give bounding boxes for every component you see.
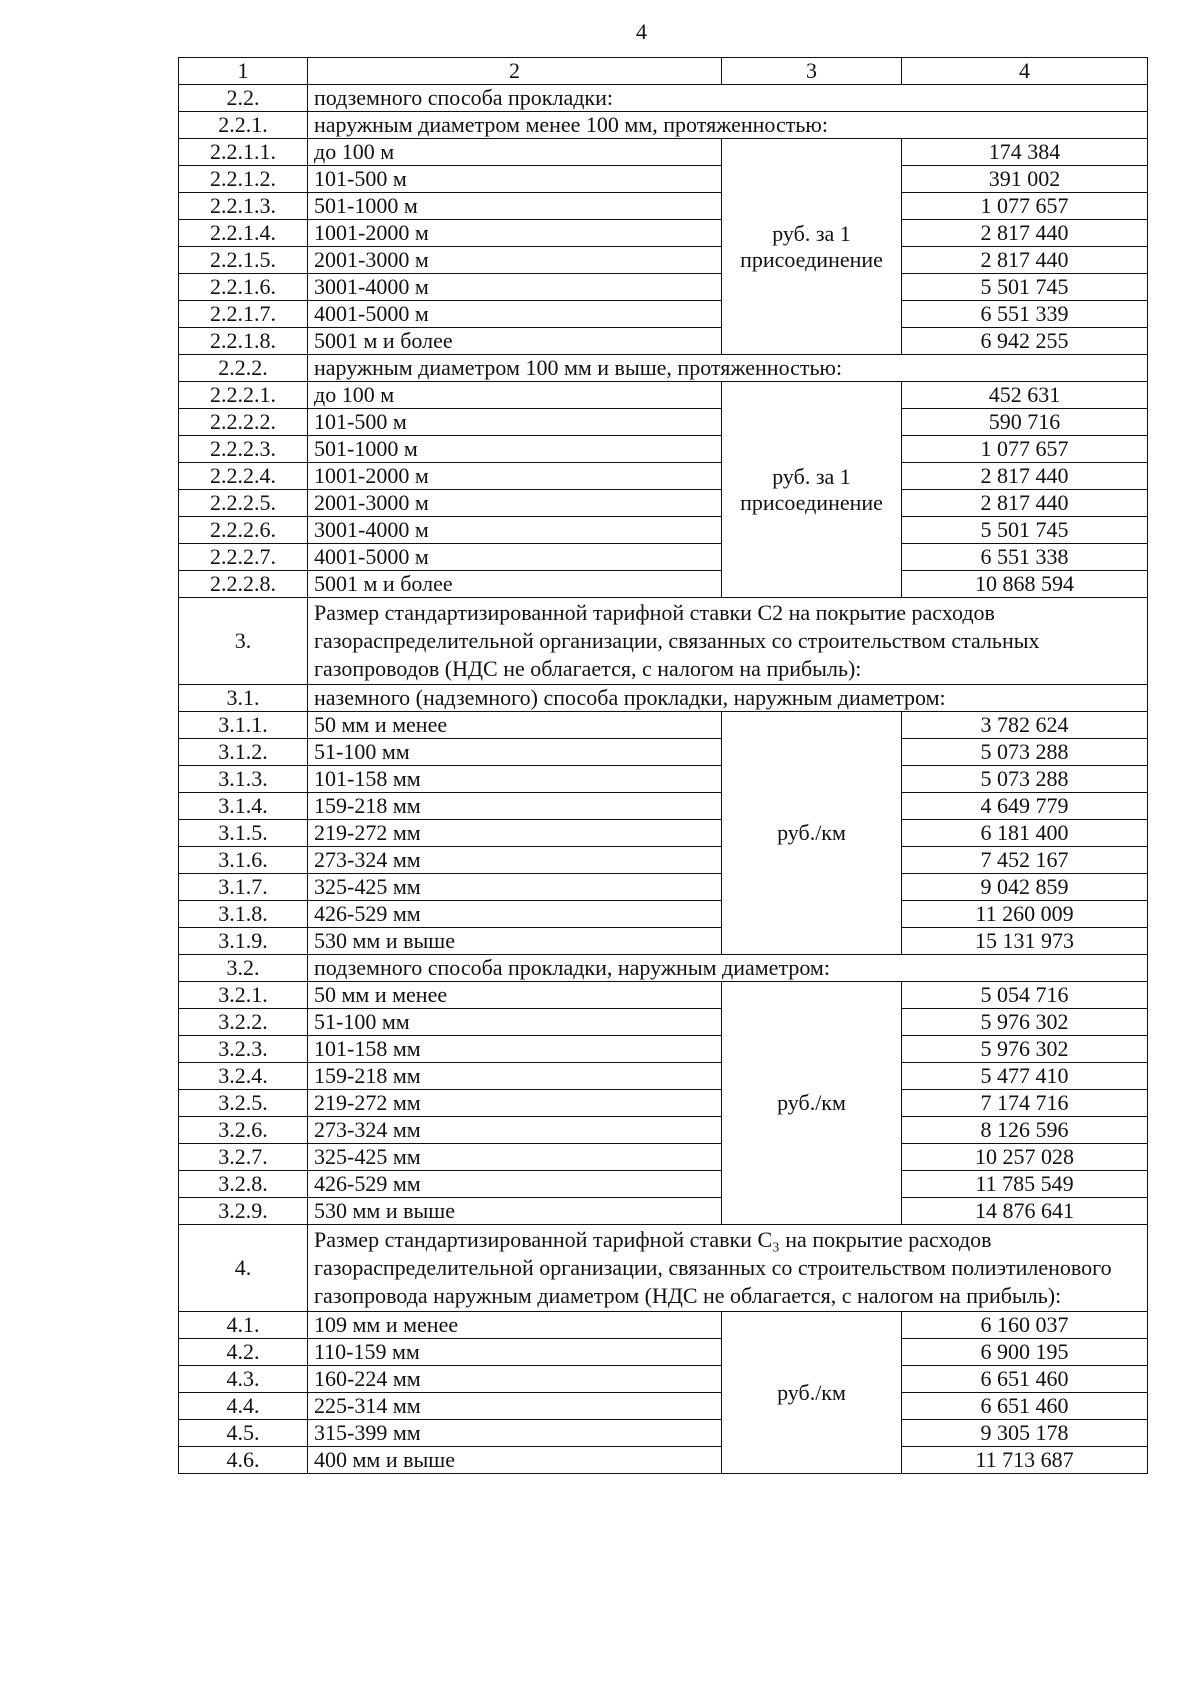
table-row bbox=[179, 928, 1148, 955]
item-number: 2.2.1.1. bbox=[179, 139, 308, 166]
item-number: 2.2.1.8. bbox=[179, 328, 308, 355]
item-value: 5 501 745 bbox=[902, 517, 1148, 544]
item-value: 1 077 657 bbox=[902, 193, 1148, 220]
item-number: 3.1.9. bbox=[179, 928, 308, 955]
section-row bbox=[179, 955, 1148, 982]
table-row bbox=[179, 1090, 1148, 1117]
item-number: 2.2.1.5. bbox=[179, 247, 308, 274]
table-row bbox=[179, 1117, 1148, 1144]
section-number: 3.2. bbox=[179, 955, 308, 982]
table-row bbox=[179, 847, 1148, 874]
column-number-1: 1 bbox=[179, 58, 308, 85]
item-number: 2.2.2.5. bbox=[179, 490, 308, 517]
unit-cell: руб./км bbox=[722, 712, 902, 955]
item-number: 2.2.1.7. bbox=[179, 301, 308, 328]
item-value: 14 876 641 bbox=[902, 1198, 1148, 1225]
item-label: 101-158 мм bbox=[308, 1036, 722, 1063]
table-row bbox=[179, 1063, 1148, 1090]
item-label: 2001-3000 м bbox=[308, 490, 722, 517]
item-label: 426-529 мм bbox=[308, 1171, 722, 1198]
item-value: 5 976 302 bbox=[902, 1036, 1148, 1063]
item-number: 3.2.2. bbox=[179, 1009, 308, 1036]
table-row bbox=[179, 139, 1148, 166]
item-value: 6 651 460 bbox=[902, 1366, 1148, 1393]
item-number: 2.2.1.6. bbox=[179, 274, 308, 301]
item-value: 9 305 178 bbox=[902, 1420, 1148, 1447]
table-row bbox=[179, 1447, 1148, 1474]
table-row bbox=[179, 463, 1148, 490]
item-number: 4.3. bbox=[179, 1366, 308, 1393]
item-label: 159-218 мм bbox=[308, 1063, 722, 1090]
item-value: 2 817 440 bbox=[902, 220, 1148, 247]
table-row bbox=[179, 1312, 1148, 1339]
item-label: 219-272 мм bbox=[308, 1090, 722, 1117]
item-value: 391 002 bbox=[902, 166, 1148, 193]
item-value: 11 785 549 bbox=[902, 1171, 1148, 1198]
item-label: 101-158 мм bbox=[308, 766, 722, 793]
table-row bbox=[179, 166, 1148, 193]
item-value: 2 817 440 bbox=[902, 463, 1148, 490]
column-number-2: 2 bbox=[308, 58, 722, 85]
item-value: 11 713 687 bbox=[902, 1447, 1148, 1474]
item-value: 5 477 410 bbox=[902, 1063, 1148, 1090]
item-value: 9 042 859 bbox=[902, 874, 1148, 901]
item-number: 3.2.1. bbox=[179, 982, 308, 1009]
item-label: 4001-5000 м bbox=[308, 544, 722, 571]
table-row bbox=[179, 874, 1148, 901]
item-number: 3.1.3. bbox=[179, 766, 308, 793]
item-number: 3.2.6. bbox=[179, 1117, 308, 1144]
page-number: 4 bbox=[636, 19, 647, 44]
table-row bbox=[179, 1393, 1148, 1420]
table-row bbox=[179, 382, 1148, 409]
tariff-table bbox=[178, 57, 1148, 1474]
item-value: 8 126 596 bbox=[902, 1117, 1148, 1144]
table-row bbox=[179, 1036, 1148, 1063]
section-row bbox=[179, 685, 1148, 712]
table-row bbox=[179, 1144, 1148, 1171]
item-label: 530 мм и выше bbox=[308, 1198, 722, 1225]
section-number: 2.2.2. bbox=[179, 355, 308, 382]
item-label: 51-100 мм bbox=[308, 739, 722, 766]
table-row bbox=[179, 739, 1148, 766]
item-label: 50 мм и менее bbox=[308, 712, 722, 739]
item-value: 1 077 657 bbox=[902, 436, 1148, 463]
item-number: 4.2. bbox=[179, 1339, 308, 1366]
item-label: 273-324 мм bbox=[308, 847, 722, 874]
item-label: 315-399 мм bbox=[308, 1420, 722, 1447]
section-title: подземного способа прокладки: bbox=[308, 85, 1148, 112]
item-label: 101-500 м bbox=[308, 166, 722, 193]
item-value: 5 501 745 bbox=[902, 274, 1148, 301]
item-value: 2 817 440 bbox=[902, 490, 1148, 517]
table-row bbox=[179, 544, 1148, 571]
item-value: 6 651 460 bbox=[902, 1393, 1148, 1420]
item-number: 4.5. bbox=[179, 1420, 308, 1447]
item-value: 4 649 779 bbox=[902, 793, 1148, 820]
item-value: 6 181 400 bbox=[902, 820, 1148, 847]
item-number: 2.2.2.4. bbox=[179, 463, 308, 490]
item-label: 325-425 мм bbox=[308, 874, 722, 901]
item-value: 6 551 339 bbox=[902, 301, 1148, 328]
table-row bbox=[179, 1009, 1148, 1036]
table-row bbox=[179, 820, 1148, 847]
item-number: 3.2.7. bbox=[179, 1144, 308, 1171]
item-label: 51-100 мм bbox=[308, 1009, 722, 1036]
section-row bbox=[179, 85, 1148, 112]
table-row bbox=[179, 766, 1148, 793]
item-number: 3.1.2. bbox=[179, 739, 308, 766]
item-label: 225-314 мм bbox=[308, 1393, 722, 1420]
item-number: 3.1.7. bbox=[179, 874, 308, 901]
item-label: 3001-4000 м bbox=[308, 274, 722, 301]
item-number: 3.1.8. bbox=[179, 901, 308, 928]
item-number: 4.6. bbox=[179, 1447, 308, 1474]
item-number: 2.2.2.3. bbox=[179, 436, 308, 463]
item-value: 590 716 bbox=[902, 409, 1148, 436]
unit-cell: руб./км bbox=[722, 1312, 902, 1474]
item-label: 273-324 мм bbox=[308, 1117, 722, 1144]
item-number: 4.4. bbox=[179, 1393, 308, 1420]
section-row bbox=[179, 112, 1148, 139]
item-value: 7 452 167 bbox=[902, 847, 1148, 874]
rate-section-number: 3. bbox=[179, 598, 308, 685]
item-value: 10 257 028 bbox=[902, 1144, 1148, 1171]
section-title: наружным диаметром менее 100 мм, протяженностью: bbox=[308, 112, 1148, 139]
table-row bbox=[179, 1198, 1148, 1225]
item-number: 3.1.5. bbox=[179, 820, 308, 847]
item-label: 530 мм и выше bbox=[308, 928, 722, 955]
item-label: 501-1000 м bbox=[308, 193, 722, 220]
item-number: 3.2.5. bbox=[179, 1090, 308, 1117]
item-value: 6 551 338 bbox=[902, 544, 1148, 571]
table-row bbox=[179, 436, 1148, 463]
table-row bbox=[179, 301, 1148, 328]
item-value: 5 073 288 bbox=[902, 739, 1148, 766]
item-value: 5 073 288 bbox=[902, 766, 1148, 793]
item-value: 2 817 440 bbox=[902, 247, 1148, 274]
item-number: 2.2.2.8. bbox=[179, 571, 308, 598]
table-row bbox=[179, 490, 1148, 517]
table-row bbox=[179, 793, 1148, 820]
table-row bbox=[179, 517, 1148, 544]
item-label: 3001-4000 м bbox=[308, 517, 722, 544]
rate-section-title: Размер стандартизированной тарифной ставки С2 на покрытие расходов газораспределительной организации, связанных со строительством стальных газопроводов (НДС не облагается, с налогом на прибыль): bbox=[308, 598, 1148, 685]
item-value: 10 868 594 bbox=[902, 571, 1148, 598]
section-title: подземного способа прокладки, наружным диаметром: bbox=[308, 955, 1148, 982]
table-row bbox=[179, 712, 1148, 739]
section-number: 3.1. bbox=[179, 685, 308, 712]
item-number: 3.2.4. bbox=[179, 1063, 308, 1090]
table-row bbox=[179, 571, 1148, 598]
table-row bbox=[179, 274, 1148, 301]
item-value: 7 174 716 bbox=[902, 1090, 1148, 1117]
item-number: 3.1.6. bbox=[179, 847, 308, 874]
item-value: 5 054 716 bbox=[902, 982, 1148, 1009]
column-number-4: 4 bbox=[902, 58, 1148, 85]
item-value: 6 942 255 bbox=[902, 328, 1148, 355]
item-label: 101-500 м bbox=[308, 409, 722, 436]
item-label: 50 мм и менее bbox=[308, 982, 722, 1009]
item-label: 160-224 мм bbox=[308, 1366, 722, 1393]
section-number: 2.2. bbox=[179, 85, 308, 112]
item-number: 2.2.2.7. bbox=[179, 544, 308, 571]
unit-cell: руб. за 1 присоединение bbox=[722, 139, 902, 355]
item-label: 5001 м и более bbox=[308, 571, 722, 598]
item-label: 1001-2000 м bbox=[308, 220, 722, 247]
item-value: 174 384 bbox=[902, 139, 1148, 166]
rate-section-number: 4. bbox=[179, 1225, 308, 1312]
rate-section-title: Размер стандартизированной тарифной ставки С₃ на покрытие расходов газораспределительной организации, связанных со строительством полиэтиленового газопровода наружным диаметром (НДС не облагается, с налогом на прибыль): bbox=[308, 1225, 1148, 1312]
item-label: 426-529 мм bbox=[308, 901, 722, 928]
unit-cell: руб./км bbox=[722, 982, 902, 1225]
item-label: 400 мм и выше bbox=[308, 1447, 722, 1474]
item-label: 4001-5000 м bbox=[308, 301, 722, 328]
item-value: 452 631 bbox=[902, 382, 1148, 409]
item-number: 2.2.1.4. bbox=[179, 220, 308, 247]
item-number: 2.2.1.2. bbox=[179, 166, 308, 193]
item-value: 3 782 624 bbox=[902, 712, 1148, 739]
item-number: 3.2.3. bbox=[179, 1036, 308, 1063]
table-row bbox=[179, 1171, 1148, 1198]
column-number-3: 3 bbox=[722, 58, 902, 85]
table-row bbox=[179, 901, 1148, 928]
item-label: 501-1000 м bbox=[308, 436, 722, 463]
rate-section-row bbox=[179, 1225, 1148, 1312]
item-number: 2.2.1.3. bbox=[179, 193, 308, 220]
rate-section-row bbox=[179, 598, 1148, 685]
item-value: 6 160 037 bbox=[902, 1312, 1148, 1339]
table-row bbox=[179, 1339, 1148, 1366]
item-label: до 100 м bbox=[308, 139, 722, 166]
item-label: 110-159 мм bbox=[308, 1339, 722, 1366]
item-value: 11 260 009 bbox=[902, 901, 1148, 928]
table-row bbox=[179, 247, 1148, 274]
item-number: 2.2.2.2. bbox=[179, 409, 308, 436]
item-label: 159-218 мм bbox=[308, 793, 722, 820]
item-number: 2.2.2.6. bbox=[179, 517, 308, 544]
item-label: 325-425 мм bbox=[308, 1144, 722, 1171]
item-value: 5 976 302 bbox=[902, 1009, 1148, 1036]
table-row bbox=[179, 982, 1148, 1009]
item-value: 6 900 195 bbox=[902, 1339, 1148, 1366]
item-label: 5001 м и более bbox=[308, 328, 722, 355]
item-number: 3.2.8. bbox=[179, 1171, 308, 1198]
table-row bbox=[179, 193, 1148, 220]
column-number-row bbox=[179, 58, 1148, 85]
item-number: 3.2.9. bbox=[179, 1198, 308, 1225]
table-row bbox=[179, 409, 1148, 436]
unit-cell: руб. за 1 присоединение bbox=[722, 382, 902, 598]
section-title: наземного (надземного) способа прокладки, наружным диаметром: bbox=[308, 685, 1148, 712]
item-number: 4.1. bbox=[179, 1312, 308, 1339]
table-row bbox=[179, 1366, 1148, 1393]
section-number: 2.2.1. bbox=[179, 112, 308, 139]
item-label: 1001-2000 м bbox=[308, 463, 722, 490]
section-title: наружным диаметром 100 мм и выше, протяженностью: bbox=[308, 355, 1148, 382]
table-row bbox=[179, 328, 1148, 355]
table-row bbox=[179, 1420, 1148, 1447]
section-row bbox=[179, 355, 1148, 382]
item-label: до 100 м bbox=[308, 382, 722, 409]
item-number: 2.2.2.1. bbox=[179, 382, 308, 409]
item-number: 3.1.4. bbox=[179, 793, 308, 820]
item-label: 219-272 мм bbox=[308, 820, 722, 847]
item-number: 3.1.1. bbox=[179, 712, 308, 739]
table-row bbox=[179, 220, 1148, 247]
item-label: 2001-3000 м bbox=[308, 247, 722, 274]
item-label: 109 мм и менее bbox=[308, 1312, 722, 1339]
tariff-table-body bbox=[179, 58, 1148, 1474]
item-value: 15 131 973 bbox=[902, 928, 1148, 955]
